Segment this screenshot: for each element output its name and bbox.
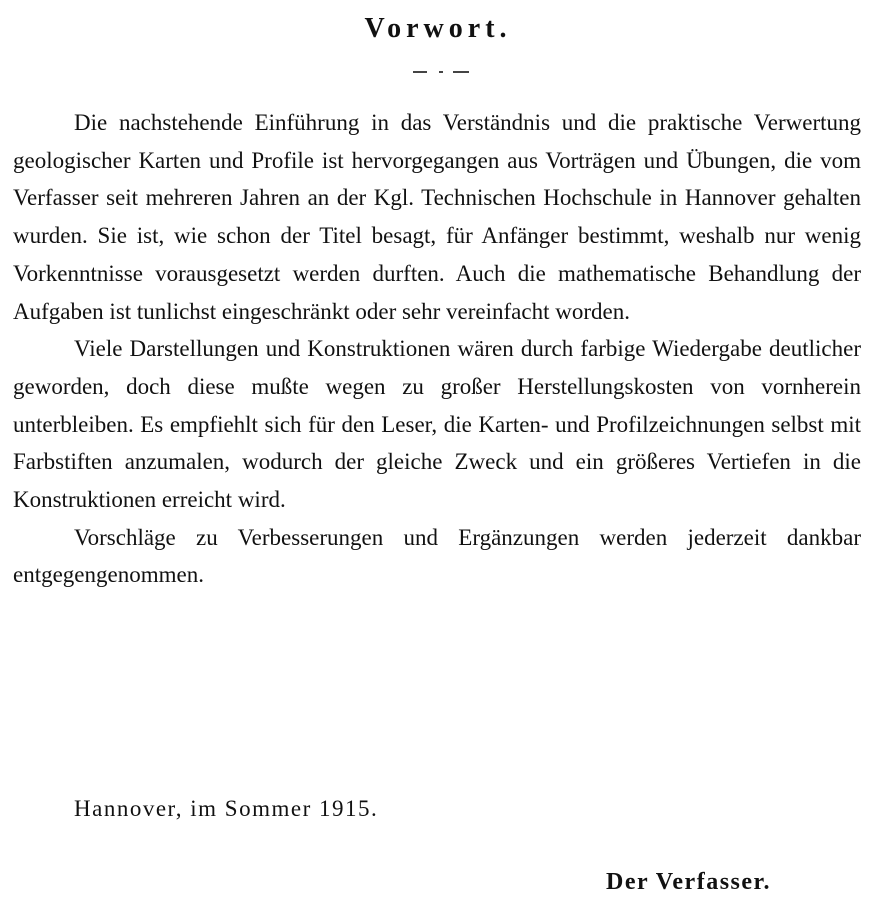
foreword-body [13,104,861,594]
author-signature: Der Verfasser. [606,869,771,895]
paragraph-3: Vorschläge zu Verbesserungen und Ergänzungen werden jederzeit dankbar entgegengenommen. [13,524,861,588]
paragraph-1: Die nachstehende Einführung in das Verständnis und die praktische Verwertung geologischer Karten und Profile ist hervorgegangen aus Vorträgen und Übungen, die vom Verfasser seit mehreren Jahren an der Kgl. Technischen Hochschule in Hannover gehalten wurden. Sie ist, wie schon der Titel besagt, für Anfänger bestimmt, weshalb nur wenig Vorkenntnisse vorausgesetzt werden durften. Auch die mathematische Behandlung der Aufgaben ist tunlichst eingeschränkt oder sehr vereinfacht worden. [13,110,861,324]
paragraph-2: Viele Darstellungen und Konstruktionen wären durch farbige Wiedergabe deutlicher geworden, doch diese mußte wegen zu großer Herstellungskosten von vornherein unterbleiben. Es empfiehlt sich für den Leser, die Karten- und Profilzeichnungen selbst mit Farbstiften anzumalen, wodurch der gleiche Zweck und ein größeres Vertiefen in die Konstruktionen erreicht wird. [13,336,861,513]
place-date-line: Hannover, im Sommer 1915. [74,796,379,821]
title-ornament [413,70,469,74]
page-title: Vorwort. [364,13,512,44]
